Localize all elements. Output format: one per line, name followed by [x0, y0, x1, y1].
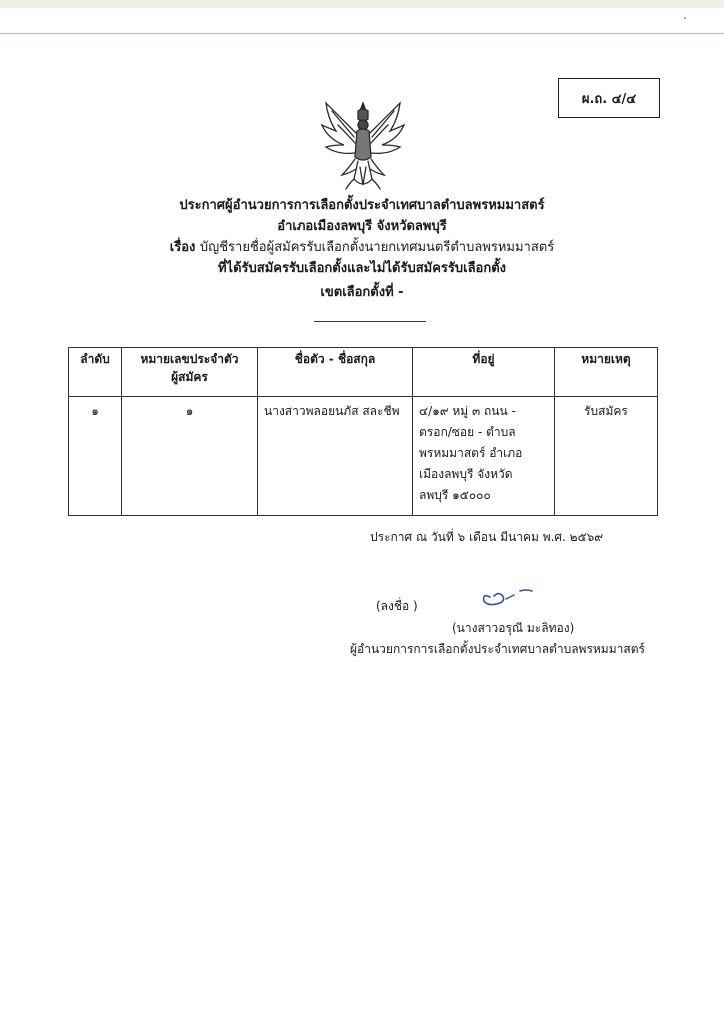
handwritten-signature-icon	[476, 583, 556, 611]
header-candidate-no-line2: ผู้สมัคร	[171, 370, 208, 384]
form-code: ผ.ถ. ๔/๔	[581, 91, 637, 107]
address-line: พรหมมาสตร์ อำเภอ	[419, 446, 523, 460]
signature-label: (ลงชื่อ )	[376, 599, 418, 613]
subject-text: บัญชีรายชื่อผู้สมัครรับเลือกตั้งนายกเทศมนตรีตำบลพรหมมาสตร์	[199, 240, 555, 255]
table-header-row	[69, 348, 658, 397]
heading-line-4: ที่ได้รับสมัครรับเลือกตั้งและไม่ได้รับสมัครรับเลือกตั้ง	[217, 261, 507, 276]
candidate-table	[68, 347, 658, 516]
scan-speck	[684, 17, 686, 19]
address-line: ลพบุรี ๑๕๐๐๐	[419, 488, 491, 502]
header-remark: หมายเหตุ	[555, 348, 658, 397]
cell-name: นางสาวพลอยนภัส สละชีพ	[258, 397, 413, 516]
garuda-emblem-icon	[318, 97, 408, 193]
header-order: ลำดับ	[69, 348, 122, 397]
subject-label: เรื่อง	[169, 240, 196, 255]
header-candidate-no	[122, 348, 258, 397]
heading-subject	[100, 238, 624, 258]
heading-line-1: ประกาศผู้อำนวยการการเลือกตั้งประจำเทศบาลตำบลพรหมมาสตร์	[179, 198, 545, 213]
heading-line-5: เขตเลือกตั้งที่ -	[320, 285, 404, 300]
cell-candidate-no: ๑	[122, 397, 258, 516]
heading-separator	[314, 321, 426, 322]
table-row	[69, 397, 658, 516]
header-address: ที่อยู่	[413, 348, 555, 397]
header-candidate-no-line1: หมายเลขประจำตัว	[140, 352, 239, 366]
signer-name: (นางสาวอรุณี มะลิทอง)	[452, 621, 575, 635]
form-code-box	[558, 78, 660, 118]
header-name: ชื่อตัว - ชื่อสกุล	[258, 348, 413, 397]
cell-address	[413, 397, 555, 516]
cell-order: ๑	[69, 397, 122, 516]
announcement-date: ประกาศ ณ วันที่ ๖ เดือน มีนาคม พ.ศ. ๒๕๖๙	[370, 530, 604, 544]
address-line: ตรอก/ซอย - ตำบล	[419, 425, 516, 439]
address-line: ๔/๑๙ หมู่ ๓ ถนน -	[419, 404, 516, 418]
page-top-strip	[0, 0, 724, 8]
address-line: เมืองลพบุรี จังหวัด	[419, 467, 513, 481]
cell-remark: รับสมัคร	[555, 397, 658, 516]
page-top-rule	[0, 33, 724, 34]
signer-title: ผู้อำนวยการการเลือกตั้งประจำเทศบาลตำบลพรหมมาสตร์	[350, 642, 645, 656]
heading-line-2: อำเภอเมืองลพบุรี จังหวัดลพบุรี	[277, 219, 447, 234]
